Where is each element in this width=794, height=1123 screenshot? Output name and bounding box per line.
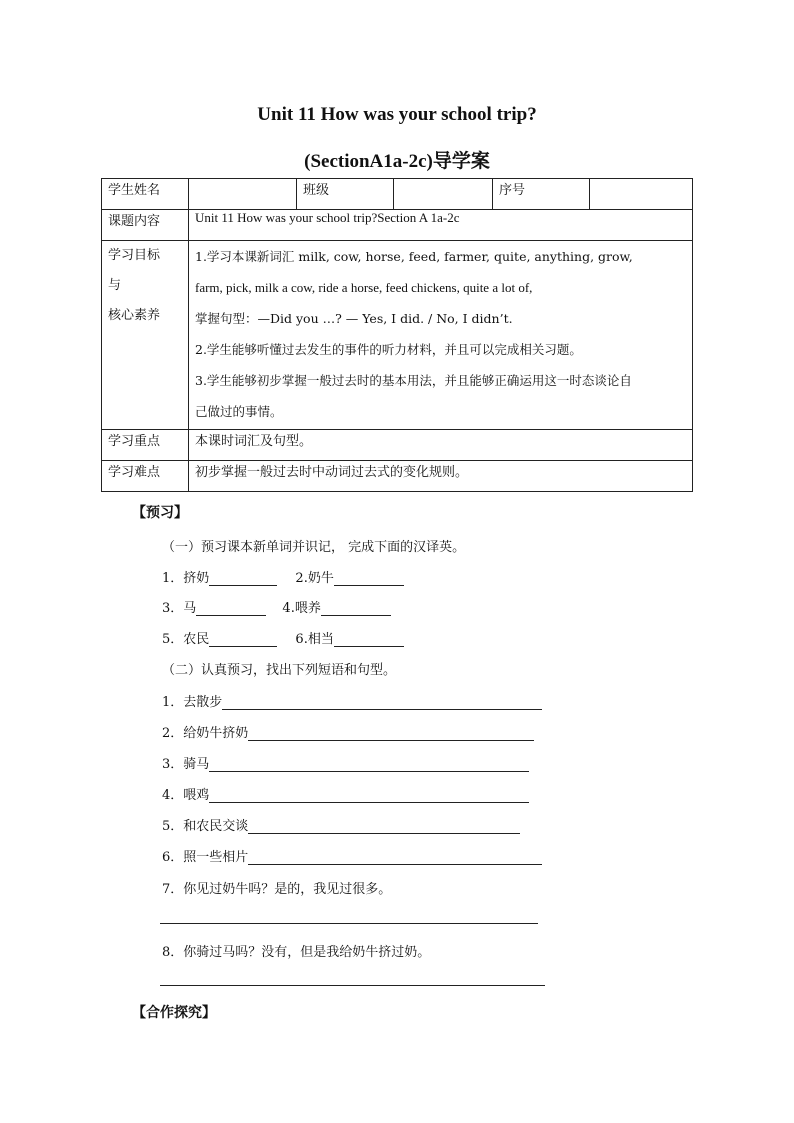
difficulty-label: 学习难点 [102, 461, 189, 492]
cooperation-heading: 【合作探究】 [132, 1005, 216, 1021]
vocab-item: 3．马 [162, 601, 197, 616]
difficulty-row [102, 461, 693, 492]
number-value-cell[interactable] [590, 179, 693, 210]
part2-heading: （二）认真预习，找出下列短语和句型。 [162, 663, 397, 678]
vocab-item: 1．挤奶 [162, 571, 210, 586]
phrase-prompt: 4．喂鸡 [162, 788, 210, 803]
phrase-prompt: 1．去散步 [162, 695, 223, 710]
class-value-cell[interactable] [394, 179, 493, 210]
title-line-1: Unit 11 How was your school trip? [257, 104, 537, 125]
key-label: 学习重点 [102, 430, 189, 461]
answer-blank[interactable] [222, 695, 542, 710]
phrase-row [162, 691, 542, 710]
name-value-cell[interactable] [189, 179, 297, 210]
phrase-row [162, 722, 534, 741]
phrase-prompt: 5．和农民交谈 [162, 819, 249, 834]
vocab-item: 6.相当 [295, 632, 334, 647]
goal-line: farm, pick, milk a cow, ride a horse, feed chickens, quite a lot of, [195, 280, 533, 295]
vocab-row-3 [162, 628, 404, 647]
answer-blank[interactable] [334, 571, 404, 586]
title-line-2: (SectionA1a-2c)导学案 [304, 151, 490, 172]
name-label: 学生姓名 [102, 179, 189, 210]
answer-line-8[interactable] [160, 985, 545, 986]
goal-line: 2.学生能够听懂过去发生的事件的听力材料，并且可以完成相关习题。 [195, 342, 582, 357]
answer-blank[interactable] [209, 571, 277, 586]
goals-label-line: 与 [108, 278, 122, 293]
answer-line-7[interactable] [160, 923, 538, 924]
goals-label-line: 学习目标 [108, 248, 161, 263]
sentence-prompt-8: 8．你骑过马吗？没有，但是我给奶牛挤过奶。 [162, 945, 431, 960]
topic-label: 课题内容 [102, 210, 189, 241]
answer-blank[interactable] [209, 788, 529, 803]
phrase-row [162, 815, 520, 834]
answer-blank[interactable] [196, 601, 266, 616]
topic-value: Unit 11 How was your school trip?Section A 1a-2c [189, 210, 693, 241]
goals-label-line: 核心素养 [108, 308, 161, 323]
difficulty-value: 初步掌握一般过去时中动词过去式的变化规则。 [189, 461, 693, 492]
goal-line: 1.学习本课新词汇 milk, cow, horse, feed, farmer, quite, anything, grow, [195, 249, 633, 264]
vocab-row-1 [162, 567, 404, 586]
key-points-row [102, 430, 693, 461]
number-label: 序号 [493, 179, 590, 210]
goals-body [189, 241, 693, 430]
vocab-row-2 [162, 597, 391, 616]
answer-blank[interactable] [321, 601, 391, 616]
topic-row [102, 210, 693, 241]
answer-blank[interactable] [209, 632, 277, 647]
goal-line: 3.学生能够初步掌握一般过去时的基本用法，并且能够正确运用这一时态谈论自 [195, 373, 632, 388]
answer-blank[interactable] [248, 850, 542, 865]
sentence-prompt-7: 7．你见过奶牛吗？是的，我见过很多。 [162, 882, 392, 897]
answer-blank[interactable] [248, 726, 534, 741]
phrase-prompt: 6．照一些相片 [162, 850, 249, 865]
student-row [102, 179, 693, 210]
vocab-item: 4.喂养 [282, 601, 321, 616]
answer-blank[interactable] [209, 757, 529, 772]
vocab-item: 2.奶牛 [295, 571, 334, 586]
class-label: 班级 [297, 179, 394, 210]
phrase-row [162, 753, 529, 772]
phrase-prompt: 2．给奶牛挤奶 [162, 726, 249, 741]
answer-blank[interactable] [334, 632, 404, 647]
goals-row [102, 241, 693, 430]
goal-line: 掌握句型：—Did you …? — Yes, I did. / No, I didn’t. [195, 311, 513, 326]
goal-line: 己做过的事情。 [195, 404, 283, 419]
preview-heading: 【预习】 [132, 505, 188, 521]
phrase-prompt: 3．骑马 [162, 757, 210, 772]
goals-label [102, 241, 189, 430]
vocab-item: 5．农民 [162, 632, 210, 647]
phrase-row [162, 846, 542, 865]
info-table [101, 178, 693, 492]
key-value: 本课时词汇及句型。 [189, 430, 693, 461]
phrase-row [162, 784, 529, 803]
answer-blank[interactable] [248, 819, 520, 834]
part1-heading: （一）预习课本新单词并识记， 完成下面的汉译英。 [162, 540, 466, 555]
